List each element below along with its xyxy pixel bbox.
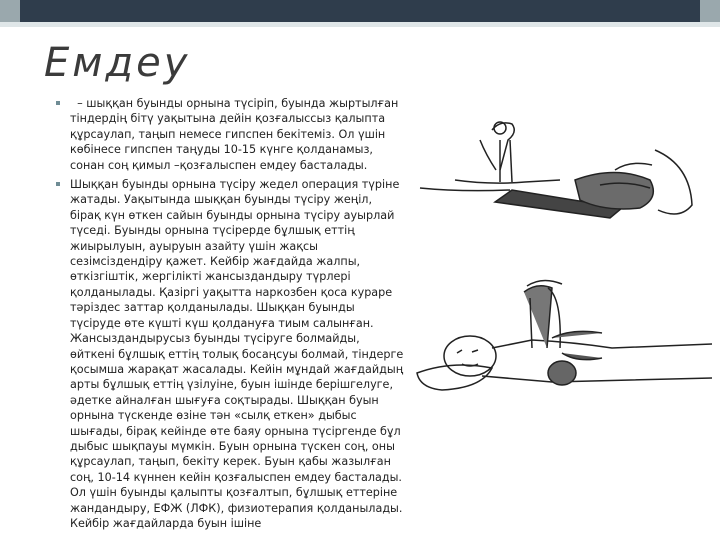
top-dark-band: [20, 0, 700, 22]
patient-lying-arm-raised-illustration: [412, 278, 712, 408]
top-accent-line: [0, 22, 720, 27]
bullet-item: [56, 177, 406, 531]
bullet-text: Шыққан буынды орнына түсіру жедел операция түріне жатады. Уақытында шыққан буынды түсіру жеңіл, бірақ күн өткен сайын буынды орнына түсіру ауырлай түседі. Буынды орнына түсірерде бұлшық еттің жиырылуын, ауыруын азайту үшін жақсы сезімсіздендіру қажет. Кейбір жағдайда жалпы, өткізгіштік, жергілікті жансыздандыру түрлері қолданылады. Қазіргі уақытта наркозбен қоса кураре тәріздес заттар қолданылады. Шыққан буынды түсіруде өте күшті күш қолдануға тиым салынған. Жансыздандырусыз буынды түсіруге болмайды, өйткені бұлшық еттің толық босаңсуы болмай, тіндерге қосымша жарақат жасалады. Кейін мұндай жағдайдың арты бұлшық еттің үзілуіне, буын ішінде берішгелуге, әдетке айналған шығуға соқтырады. Шыққан буын орнына түскенде өзіне тән «сылқ еткен» дыбыс шығады, бірақ кейінде өте баяу орнына түсіргенде бұл дыбыс шықпауы мүмкін. Буын орнына түскен соң, оны құрсаулап, таңып, бекіту керек. Буын қабы жазылған соң, 10-14 күннен кейін қозғалыспен емдеу басталады. Ол үшін буынды қалыпты қозғалтып, бұлшық еттеріне жандандыру, ЕФЖ (ЛФК), физиотерапия қолданылады. Кейбір жағдайларда буын ішіне: [70, 178, 404, 530]
slide-title: Емдеу: [44, 40, 191, 86]
shoulder-reduction-illustration: [400, 110, 700, 230]
bullet-marker: [56, 101, 60, 105]
bullet-marker: [56, 182, 60, 186]
bullet-item: [56, 96, 406, 173]
top-accent-bar: [0, 0, 720, 22]
slide-body: [56, 96, 406, 535]
bullet-text: – шыққан буынды орнына түсіріп, буында жыртылған тіндердің бітү уақытына дейін қозғалыссыз қалыпта құрсаулап, таңып немесе гипспен бекітеміз. Ол үшін көбінесе гипспен таңуды 10-15 күнге қолданамыз, сонан соң қимыл –қозғалыспен емдеу басталады.: [70, 97, 402, 172]
